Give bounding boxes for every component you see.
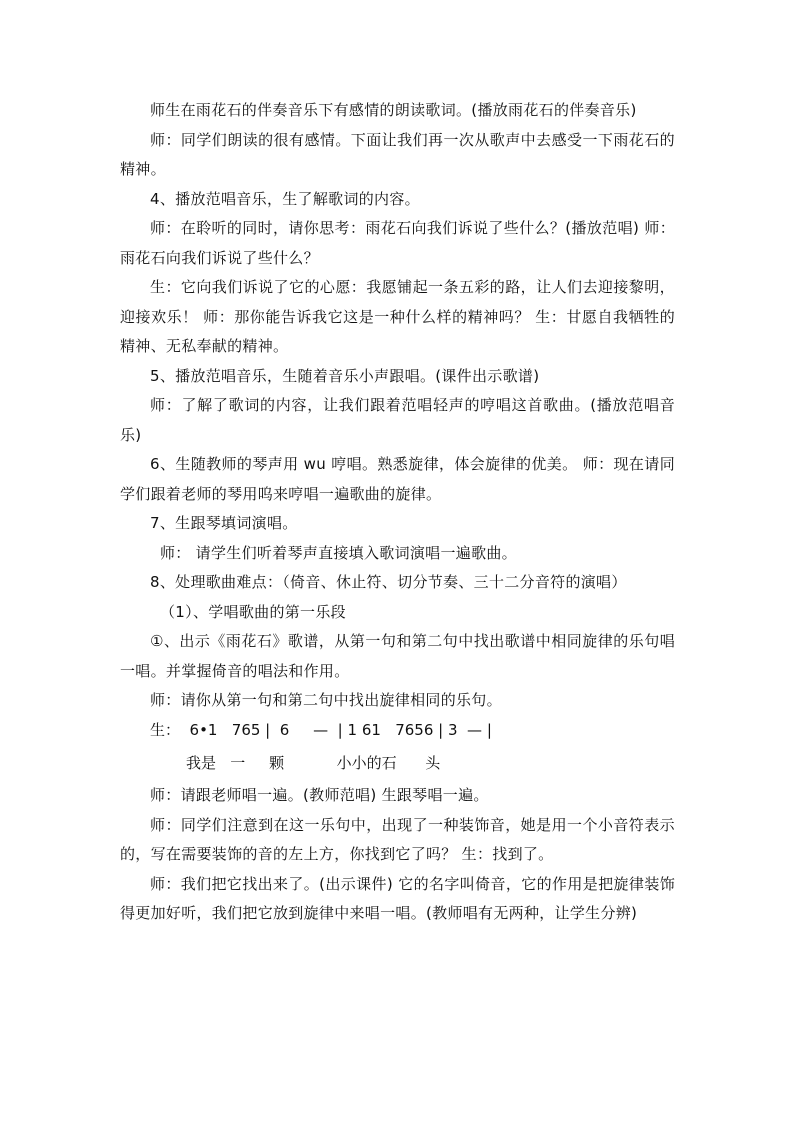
paragraph: 师生在雨花石的伴奏音乐下有感情的朗读歌词。(播放雨花石的伴奏音乐) xyxy=(150,101,637,119)
paragraph: ①、出示《雨花石》歌谱，从第一句和第二句中找出歌谱中相同旋律的乐句唱一唱。并掌握倚音的唱法和作用。 xyxy=(120,632,675,680)
paragraph: 师： 请学生们听着琴声直接填入歌词演唱一遍歌曲。 xyxy=(160,543,517,562)
paragraph: 师：同学们注意到在这一乐句中，出现了一种装饰音，她是用一个小音符表示的，写在需要装饰的音的左上方，你找到它了吗？ 生：找到了。 xyxy=(120,815,675,863)
paragraph: 4、播放范唱音乐，生了解歌词的内容。 xyxy=(150,189,420,208)
paragraph: 师：请你从第一句和第二句中找出旋律相同的乐句。 xyxy=(150,691,502,709)
paragraph: 师：同学们朗读的很有感情。下面让我们再一次从歌声中去感受一下雨花石的精神。 xyxy=(120,130,675,178)
paragraph: 师：在聆听的同时，请你思考：雨花石向我们诉说了些什么？(播放范唱) 师：雨花石向我们诉说了些什么？ xyxy=(120,219,675,267)
paragraph: 6、生随教师的琴声用 wu 哼唱。熟悉旋律，体会旋律的优美。 师：现在请同学们跟着老师的琴用呜来哼唱一遍歌曲的旋律。 xyxy=(120,455,675,503)
paragraph: 5、播放范唱音乐，生随着音乐小声跟唱。(课件出示歌谱) xyxy=(150,366,540,385)
paragraph: 生：它向我们诉说了它的心愿：我愿铺起一条五彩的路，让人们去迎接黎明，迎接欢乐！ 师：那你能告诉我它这是一种什么样的精神吗？ 生：甘愿自我牺牲的精神、无私奉献的精神。 xyxy=(120,278,675,355)
paragraph: 师：了解了歌词的内容，让我们跟着范唱轻声的哼唱这首歌曲。(播放范唱音乐) xyxy=(120,396,675,444)
paragraph: 师：请跟老师唱一遍。(教师范唱) 生跟琴唱一遍。 xyxy=(150,786,489,804)
lyrics-line: 我是 一 颗 小小的石 头 xyxy=(186,754,441,772)
document-body xyxy=(120,96,675,929)
paragraph: （1）、学唱歌曲的第一乐段 xyxy=(160,602,346,621)
paragraph: 师：我们把它找出来了。(出示课件) 它的名字叫倚音，它的作用是把旋律装饰得更加好听，我们把它放到旋律中来唱一唱。(教师唱有无两种，让学生分辨) xyxy=(120,874,675,922)
paragraph: 7、生跟琴填词演唱。 xyxy=(150,514,298,532)
paragraph: 8、处理歌曲难点：（倚音、休止符、切分节奏、三十二分音符的演唱） xyxy=(150,573,627,591)
music-notation-line: 生： 6•1 765 | 6 — | 1 61 7656 | 3 — | xyxy=(150,720,492,739)
